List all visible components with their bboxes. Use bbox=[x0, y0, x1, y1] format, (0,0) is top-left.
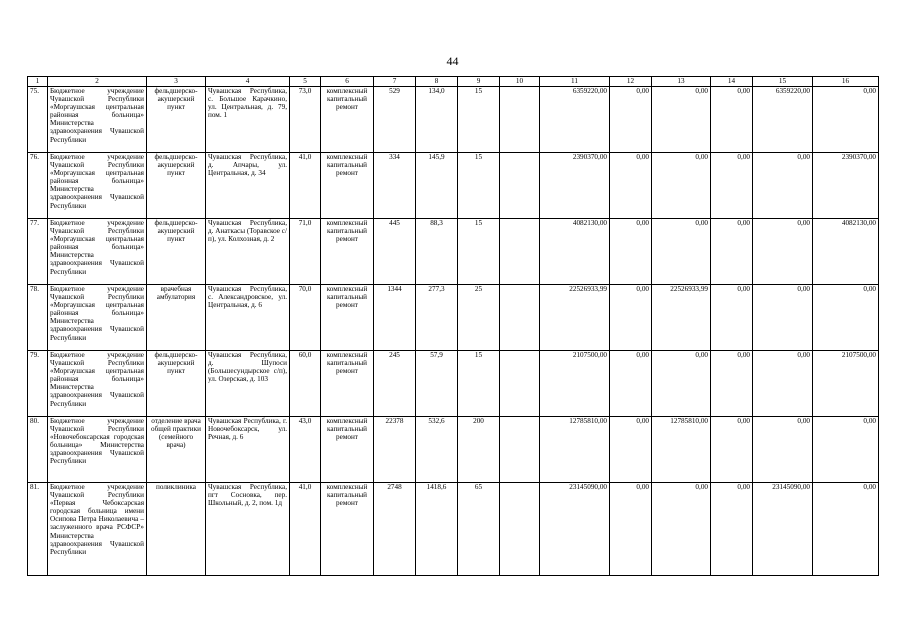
value-col-8: 532,6 bbox=[416, 417, 458, 483]
value-col-7: 529 bbox=[374, 87, 416, 153]
value-col-16: 4082130,00 bbox=[813, 219, 879, 285]
value-col-12: 0,00 bbox=[610, 87, 652, 153]
facility-type: фельдшерско-акушерский пункт bbox=[147, 87, 206, 153]
value-col-15: 0,00 bbox=[753, 219, 813, 285]
value-col-12: 0,00 bbox=[610, 219, 652, 285]
value-col-16: 2390370,00 bbox=[813, 153, 879, 219]
facility-type: фельдшерско-акушерский пункт bbox=[147, 153, 206, 219]
row-number: 81. bbox=[28, 483, 48, 576]
page-number: 44 bbox=[446, 54, 459, 68]
value-col-11: 2107500,00 bbox=[540, 351, 610, 417]
value-col-9: 15 bbox=[458, 153, 500, 219]
column-number-15: 15 bbox=[753, 77, 813, 87]
work-type: комплексный капитальный ремонт bbox=[321, 417, 374, 483]
value-col-9: 15 bbox=[458, 87, 500, 153]
column-number-11: 11 bbox=[540, 77, 610, 87]
column-number-14: 14 bbox=[711, 77, 753, 87]
column-number-13: 13 bbox=[652, 77, 711, 87]
value-col-9: 200 bbox=[458, 417, 500, 483]
row-number: 78. bbox=[28, 285, 48, 351]
institution-name: Бюджетное учреждение Чувашской Республики «Моргаушская центральная районная больница» Министерства здравоохранения Чувашской Республики bbox=[48, 351, 147, 417]
value-col-7: 22378 bbox=[374, 417, 416, 483]
objects-table bbox=[27, 76, 879, 576]
table-row bbox=[28, 153, 879, 219]
column-number-16: 16 bbox=[813, 77, 879, 87]
column-number-9: 9 bbox=[458, 77, 500, 87]
value-col-15: 0,00 bbox=[753, 351, 813, 417]
work-type: комплексный капитальный ремонт bbox=[321, 219, 374, 285]
value-col-7: 1344 bbox=[374, 285, 416, 351]
value-col-10 bbox=[500, 285, 540, 351]
address: Чувашская Республика, г. Новочебоксарск, ул. Речная, д. 6 bbox=[206, 417, 290, 483]
row-number: 75. bbox=[28, 87, 48, 153]
value-col-7: 445 bbox=[374, 219, 416, 285]
value-col-7: 334 bbox=[374, 153, 416, 219]
value-col-11: 12785810,00 bbox=[540, 417, 610, 483]
value-col-12: 0,00 bbox=[610, 153, 652, 219]
table-row bbox=[28, 219, 879, 285]
value-col-15: 0,00 bbox=[753, 417, 813, 483]
value-col-11: 6359220,00 bbox=[540, 87, 610, 153]
value-col-11: 4082130,00 bbox=[540, 219, 610, 285]
work-type: комплексный капитальный ремонт bbox=[321, 153, 374, 219]
address: Чувашская Республика, д. Шупоси (Большесундырское с/п), ул. Озерская, д. 103 bbox=[206, 351, 290, 417]
table-row bbox=[28, 417, 879, 483]
area: 70,0 bbox=[290, 285, 321, 351]
address: Чувашская Республика, с. Большое Карачкино, ул. Центральная, д. 79, пом. 1 bbox=[206, 87, 290, 153]
value-col-13: 0,00 bbox=[652, 153, 711, 219]
column-number-4: 4 bbox=[206, 77, 290, 87]
institution-name: Бюджетное учреждение Чувашской Республики «Моргаушская центральная районная больница» Министерства здравоохранения Чувашской Республики bbox=[48, 285, 147, 351]
value-col-12: 0,00 bbox=[610, 417, 652, 483]
value-col-13: 0,00 bbox=[652, 87, 711, 153]
column-number-5: 5 bbox=[290, 77, 321, 87]
value-col-10 bbox=[500, 87, 540, 153]
institution-name: Бюджетное учреждение Чувашской Республики «Новочебоксарская городская больница» Министерства здравоохранения Чувашской Республики bbox=[48, 417, 147, 483]
value-col-14: 0,00 bbox=[711, 219, 753, 285]
value-col-12: 0,00 bbox=[610, 285, 652, 351]
value-col-12: 0,00 bbox=[610, 351, 652, 417]
column-number-7: 7 bbox=[374, 77, 416, 87]
value-col-7: 2748 bbox=[374, 483, 416, 576]
column-number-1: 1 bbox=[28, 77, 48, 87]
institution-name: Бюджетное учреждение Чувашской Республики «Моргаушская центральная районная больница» Министерства здравоохранения Чувашской Республики bbox=[48, 87, 147, 153]
institution-name: Бюджетное учреждение Чувашской Республики «Моргаушская центральная районная больница» Министерства здравоохранения Чувашской Республики bbox=[48, 153, 147, 219]
value-col-8: 57,9 bbox=[416, 351, 458, 417]
column-number-3: 3 bbox=[147, 77, 206, 87]
value-col-9: 15 bbox=[458, 219, 500, 285]
value-col-12: 0,00 bbox=[610, 483, 652, 576]
column-number-12: 12 bbox=[610, 77, 652, 87]
facility-type: поликлиника bbox=[147, 483, 206, 576]
value-col-8: 145,9 bbox=[416, 153, 458, 219]
value-col-13: 0,00 bbox=[652, 351, 711, 417]
value-col-13: 0,00 bbox=[652, 483, 711, 576]
address: Чувашская Республика, д. Апчары, ул. Центральная, д. 34 bbox=[206, 153, 290, 219]
column-number-6: 6 bbox=[321, 77, 374, 87]
address: Чувашская Республика, пгт Сосновка, пер. Школьный, д. 2, пом. 1д bbox=[206, 483, 290, 576]
area: 71,0 bbox=[290, 219, 321, 285]
work-type: комплексный капитальный ремонт bbox=[321, 285, 374, 351]
value-col-16: 0,00 bbox=[813, 87, 879, 153]
area: 73,0 bbox=[290, 87, 321, 153]
value-col-16: 2107500,00 bbox=[813, 351, 879, 417]
facility-type: фельдшерско-акушерский пункт bbox=[147, 219, 206, 285]
value-col-14: 0,00 bbox=[711, 87, 753, 153]
column-number-8: 8 bbox=[416, 77, 458, 87]
value-col-10 bbox=[500, 351, 540, 417]
value-col-8: 134,0 bbox=[416, 87, 458, 153]
address: Чувашская Республика, д. Анаткасы (Торавское с/п), ул. Колхозная, д. 2 bbox=[206, 219, 290, 285]
table-row bbox=[28, 483, 879, 576]
value-col-16: 0,00 bbox=[813, 285, 879, 351]
value-col-14: 0,00 bbox=[711, 417, 753, 483]
facility-type: фельдшерско-акушерский пункт bbox=[147, 351, 206, 417]
value-col-16: 0,00 bbox=[813, 417, 879, 483]
value-col-15: 6359220,00 bbox=[753, 87, 813, 153]
value-col-11: 2390370,00 bbox=[540, 153, 610, 219]
value-col-9: 15 bbox=[458, 351, 500, 417]
value-col-8: 1418,6 bbox=[416, 483, 458, 576]
value-col-14: 0,00 bbox=[711, 153, 753, 219]
facility-type: врачебная амбулатория bbox=[147, 285, 206, 351]
value-col-13: 22526933,99 bbox=[652, 285, 711, 351]
institution-name: Бюджетное учреждение Чувашской Республики «Первая Чебоксарская городская больница имени Осипова Петра Николаевича – заслуженного врача РСФСР» Министерства здравоохранения Чувашской Республики bbox=[48, 483, 147, 576]
row-number: 80. bbox=[28, 417, 48, 483]
value-col-9: 65 bbox=[458, 483, 500, 576]
row-number: 79. bbox=[28, 351, 48, 417]
column-number-row bbox=[28, 77, 879, 87]
address: Чувашская Республика, с. Александровское, ул. Центральная, д. 6 bbox=[206, 285, 290, 351]
value-col-13: 0,00 bbox=[652, 219, 711, 285]
value-col-10 bbox=[500, 153, 540, 219]
value-col-13: 12785810,00 bbox=[652, 417, 711, 483]
table-row bbox=[28, 87, 879, 153]
value-col-14: 0,00 bbox=[711, 285, 753, 351]
value-col-11: 23145090,00 bbox=[540, 483, 610, 576]
value-col-11: 22526933,99 bbox=[540, 285, 610, 351]
value-col-14: 0,00 bbox=[711, 483, 753, 576]
institution-name: Бюджетное учреждение Чувашской Республики «Моргаушская центральная районная больница» Министерства здравоохранения Чувашской Республики bbox=[48, 219, 147, 285]
column-number-2: 2 bbox=[48, 77, 147, 87]
area: 41,0 bbox=[290, 483, 321, 576]
area: 43,0 bbox=[290, 417, 321, 483]
area: 41,0 bbox=[290, 153, 321, 219]
value-col-15: 23145090,00 bbox=[753, 483, 813, 576]
work-type: комплексный капитальный ремонт bbox=[321, 351, 374, 417]
column-number-10: 10 bbox=[500, 77, 540, 87]
value-col-14: 0,00 bbox=[711, 351, 753, 417]
value-col-7: 245 bbox=[374, 351, 416, 417]
value-col-15: 0,00 bbox=[753, 285, 813, 351]
area: 60,0 bbox=[290, 351, 321, 417]
value-col-16: 0,00 bbox=[813, 483, 879, 576]
work-type: комплексный капитальный ремонт bbox=[321, 483, 374, 576]
value-col-10 bbox=[500, 483, 540, 576]
facility-type: отделение врача общей практики (семейного врача) bbox=[147, 417, 206, 483]
value-col-15: 0,00 bbox=[753, 153, 813, 219]
value-col-10 bbox=[500, 219, 540, 285]
value-col-8: 88,3 bbox=[416, 219, 458, 285]
work-type: комплексный капитальный ремонт bbox=[321, 87, 374, 153]
value-col-9: 25 bbox=[458, 285, 500, 351]
value-col-8: 277,3 bbox=[416, 285, 458, 351]
value-col-10 bbox=[500, 417, 540, 483]
table-row bbox=[28, 351, 879, 417]
row-number: 77. bbox=[28, 219, 48, 285]
table-row bbox=[28, 285, 879, 351]
row-number: 76. bbox=[28, 153, 48, 219]
